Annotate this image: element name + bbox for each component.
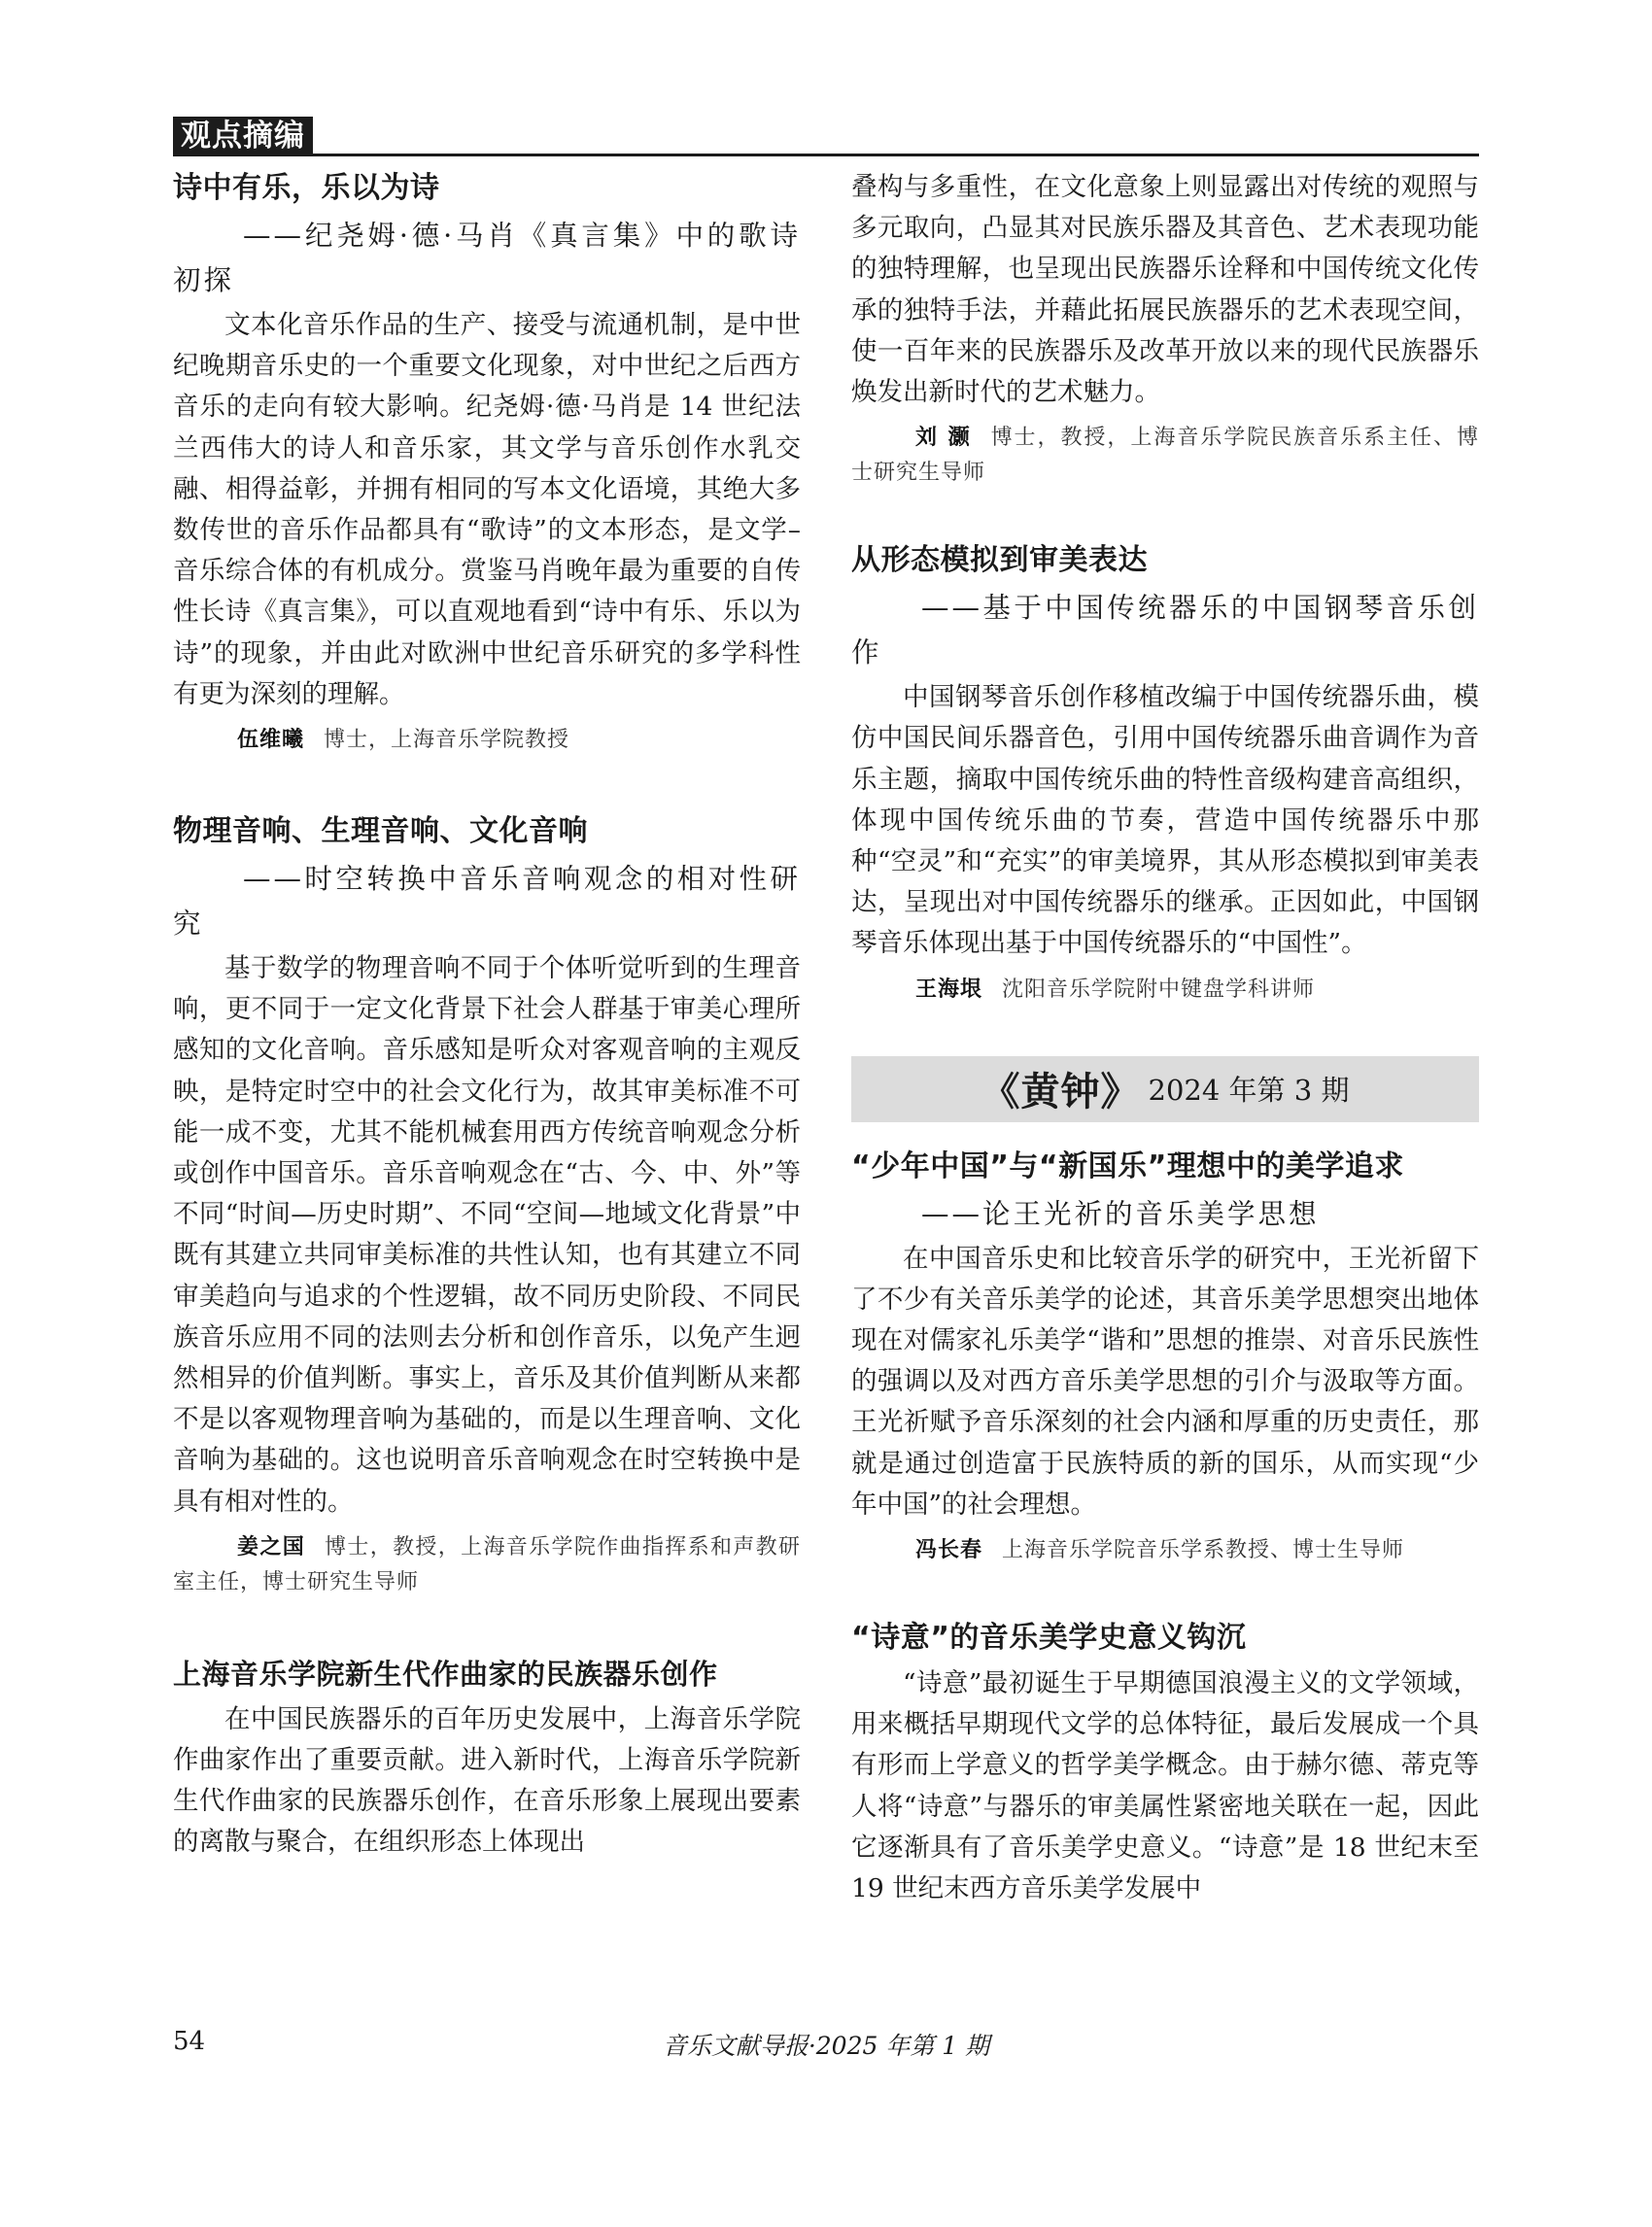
author-name: 冯长春 (915, 1538, 983, 1563)
article-body: 叠构与多重性，在文化意象上则显露出对传统的观照与多元取向，凸显其对民族乐器及其音色、艺术表现功能的独特理解，也呈现出民族器乐诠释和中国传统文化传承的独特手法，并藉此拓展民族器乐的艺术表现空间，使一百年来的民族器乐及改革开放以来的现代民族器乐焕发出新时代的艺术魅力。 (851, 172, 1479, 408)
article (173, 167, 801, 758)
footer-journal-title: 音乐文献导报·2025 年第 1 期 (662, 2032, 990, 2060)
article-body: 中国钢琴音乐创作移植改编于中国传统器乐曲，模仿中国民间乐器音色，引用中国传统器乐曲音调作为音乐主题，摘取中国传统乐曲的特性音级构建音高组织，体现中国传统乐曲的节奏，营造中国传统器乐中那种“空灵”和“充实”的审美境界，其从形态模拟到审美表达，呈现出对中国传统器乐的继承。正因如此，中国钢琴音乐体现出基于中国传统器乐的“中国性”。 (851, 682, 1479, 959)
author-affiliation: 上海音乐学院音乐学系教授、博士生导师 (1002, 1538, 1405, 1563)
article (851, 1146, 1479, 1568)
author-line (173, 1530, 801, 1600)
author-name: 姜之国 (237, 1534, 306, 1559)
author-affiliation: 博士，教授，上海音乐学院作曲指挥系和声教研室主任，博士研究生导师 (173, 1534, 801, 1594)
author-name: 刘 灏 (915, 426, 972, 451)
article-title: “诗意”的音乐美学史意义钩沉 (851, 1621, 1247, 1656)
left-column (173, 167, 801, 1916)
banner-issue: 2024 年第 3 期 (1148, 1074, 1350, 1108)
article-subtitle: ——时空转换中音乐音响观念的相对性研究 (173, 863, 801, 941)
author-affiliation: 博士，教授，上海音乐学院民族音乐系主任、博士研究生导师 (851, 426, 1479, 486)
journal-issue-banner (851, 1056, 1479, 1122)
author-affiliation: 博士，上海音乐学院教授 (324, 728, 570, 753)
article (173, 810, 801, 1600)
article-body: 在中国音乐史和比较音乐学的研究中，王光祈留下了不少有关音乐美学的论述，其音乐美学思想突出地体现在对儒家礼乐美学“谐和”思想的推崇、对音乐民族性的强调以及对西方音乐美学思想的引介与汲取等方面。王光祈赋予音乐深刻的社会内涵和厚重的历史责任，那就是通过创造富于民族特质的新的国乐，从而实现“少年中国”的社会理想。 (851, 1243, 1479, 1520)
author-line (173, 723, 801, 758)
article-subtitle: ——论王光祈的音乐美学思想 (921, 1197, 1320, 1230)
section-tag: 观点摘编 (173, 117, 313, 155)
article-continued (851, 167, 1479, 491)
right-column (851, 167, 1479, 1958)
author-line (851, 421, 1479, 491)
article-body: 文本化音乐作品的生产、接受与流通机制，是中世纪晚期音乐史的一个重要文化现象，对中世纪之后西方音乐的走向有较大影响。纪尧姆·德·马肖是 14 世纪法兰西伟大的诗人和音乐家，其文学与音乐创作水乳交融、相得益彰，并拥有相同的写本文化语境，其绝大多数传世的音乐作品都具有“歌诗”的文本形态，是文学–音乐综合体的有机成分。赏鉴马肖晚年最为重要的自传性长诗《真言集》，可以直观地看到“诗中有乐、乐以为诗”的现象，并由此对欧洲中世纪音乐研究的多学科性有更为深刻的理解。 (173, 310, 801, 709)
author-line (851, 973, 1479, 1008)
article-subtitle: ——纪尧姆·德·马肖《真言集》中的歌诗初探 (173, 220, 801, 296)
article-title: 从形态模拟到审美表达 (851, 543, 1148, 578)
article (851, 1617, 1479, 1909)
article (851, 539, 1479, 1007)
banner-journal-name: 《黄钟》 (981, 1070, 1141, 1115)
article (173, 1653, 801, 1864)
article-body: 基于数学的物理音响不同于个体听觉听到的生理音响，更不同于一定文化背景下社会人群基于审美心理所感知的文化音响。音乐感知是听众对客观音响的主观反映，是特定时空中的社会文化行为，故其审美标准不可能一成不变，尤其不能机械套用西方传统音响观念分析或创作中国音乐。音乐音响观念在“古、今、中、外”等不同“时间—历史时期”、不同“空间—地域文化背景”中既有其建立共同审美标准的共性认知，也有其建立不同审美趋向与追求的个性逻辑，故不同历史阶段、不同民族音乐应用不同的法则去分析和创作音乐，以免产生迥然相异的价值判断。事实上，音乐及其价值判断从来都不是以客观物理音响为基础的，而是以生理音响、文化音响为基础的。这也说明音乐音响观念在时空转换中是具有相对性的。 (173, 953, 801, 1517)
article-title: 上海音乐学院新生代作曲家的民族器乐创作 (173, 1657, 718, 1691)
article-title: “少年中国”与“新国乐”理想中的美学追求 (851, 1148, 1404, 1183)
article-subtitle: ——基于中国传统器乐的中国钢琴音乐创作 (851, 592, 1479, 669)
author-affiliation: 沈阳音乐学院附中键盘学科讲师 (1002, 976, 1316, 1002)
author-name: 伍维曦 (237, 728, 305, 753)
article-title: 物理音响、生理音响、文化音响 (173, 814, 588, 849)
author-line (851, 1533, 1479, 1568)
header-rule (173, 154, 1479, 156)
article-title: 诗中有乐，乐以为诗 (173, 171, 440, 205)
article-body: “诗意”最初诞生于早期德国浪漫主义的文学领域，用来概括早期现代文学的总体特征，最后发展成一个具有形而上学意义的哲学美学概念。由于赫尔德、蒂克等人将“诗意”与器乐的审美属性紧密地关联在一起，因此它逐渐具有了音乐美学史意义。“诗意”是 18 世纪末至 19 世纪末西方音乐美学发展中 (851, 1668, 1479, 1904)
article-body: 在中国民族器乐的百年历史发展中，上海音乐学院作曲家作出了重要贡献。进入新时代，上海音乐学院新生代作曲家的民族器乐创作，在音乐形象上展现出要素的离散与聚合，在组织形态上体现出 (173, 1703, 801, 1858)
author-name: 王海垠 (915, 976, 983, 1002)
page-number: 54 (173, 2027, 206, 2056)
